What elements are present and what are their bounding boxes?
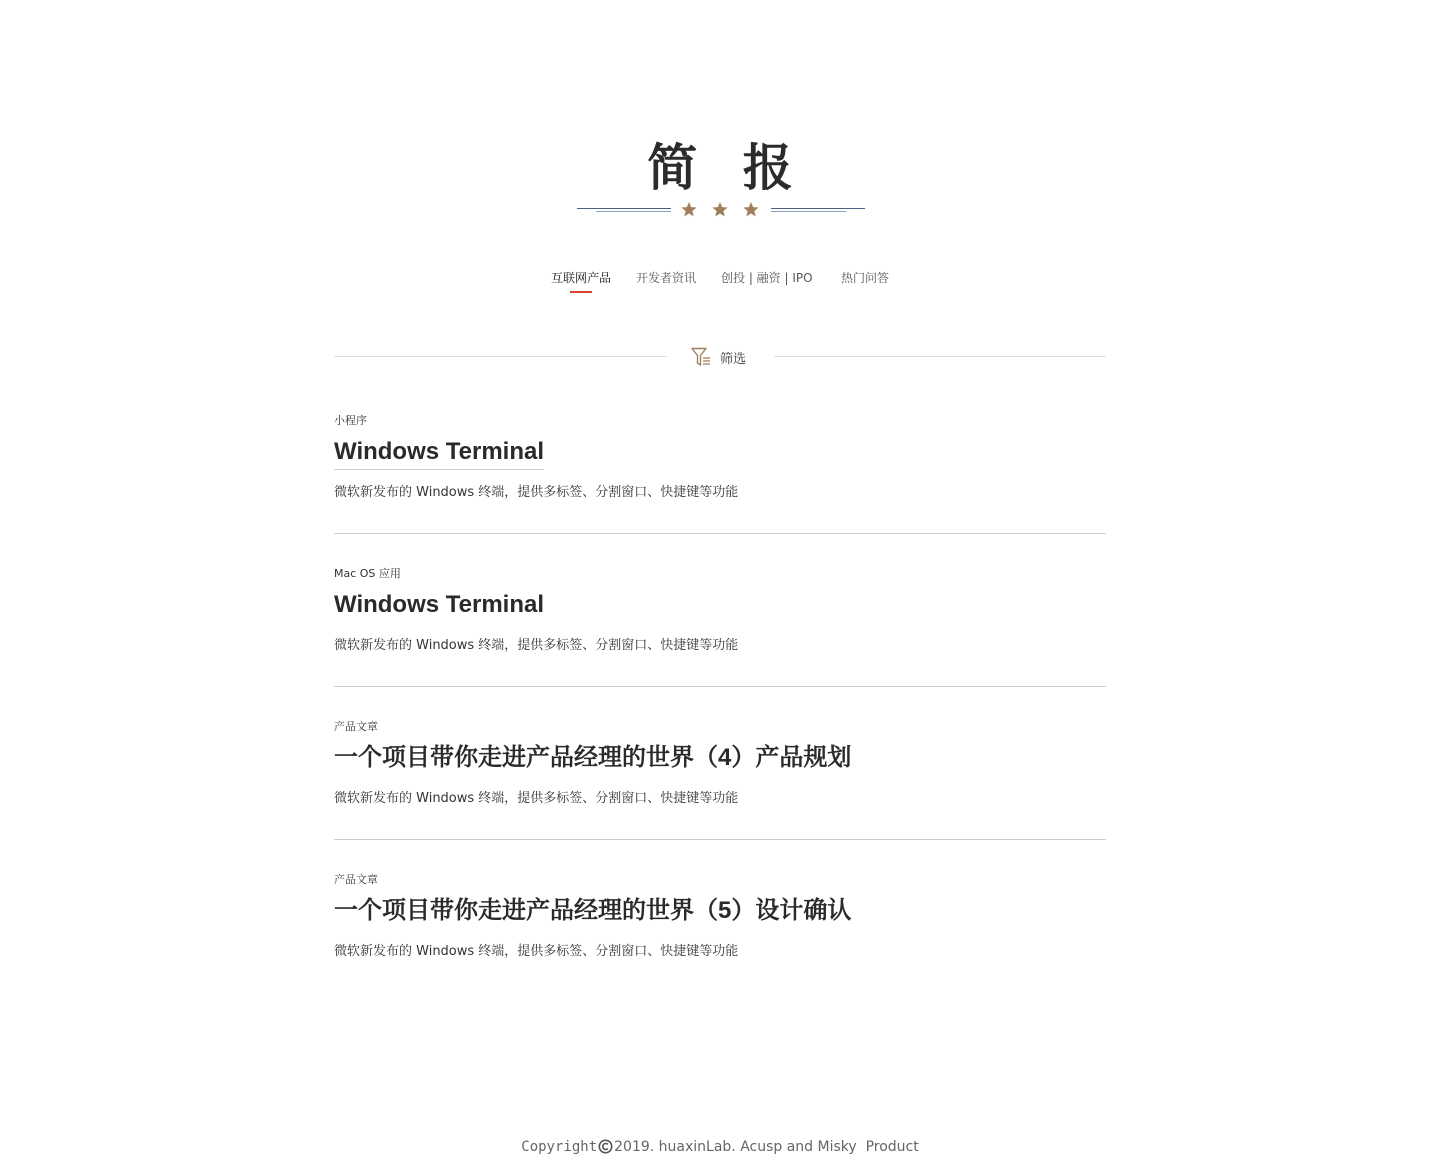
article-divider [334, 686, 1106, 687]
article-description: 微软新发布的 Windows 终端，提供多标签、分割窗口、快捷键等功能 [334, 944, 739, 959]
filter-divider-left [334, 356, 667, 357]
tab-internet-products[interactable]: 互联网产品 [551, 268, 611, 288]
article-divider [334, 533, 1106, 534]
article-category: 产品文章 [334, 720, 378, 733]
star-icon [681, 202, 696, 216]
article-description: 微软新发布的 Windows 终端，提供多标签、分割窗口、快捷键等功能 [334, 791, 739, 806]
page-title: 简 报 [647, 138, 807, 197]
article-category: 产品文章 [334, 873, 378, 886]
star-ornament [576, 198, 866, 222]
tab-developer-news[interactable]: 开发者资讯 [636, 271, 697, 285]
ornament-left-lines [577, 209, 671, 212]
article-description: 微软新发布的 Windows 终端，提供多标签、分割窗口、快捷键等功能 [334, 485, 739, 500]
star-icon [743, 202, 758, 216]
tab-popular-qa[interactable]: 热门问答 [841, 271, 890, 285]
filter-button[interactable] [690, 345, 746, 369]
ornament-right-lines [771, 209, 865, 212]
copyright-word: Copyright [521, 1139, 598, 1155]
article-description: 微软新发布的 Windows 终端，提供多标签、分割窗口、快捷键等功能 [334, 638, 739, 653]
copyright-text: 2019. huaxinLab. Acusp and Misky Product [614, 1139, 919, 1155]
copyright-icon [598, 1139, 613, 1154]
category-tabs [0, 268, 1440, 298]
article-title-link[interactable]: Windows Terminal [334, 435, 544, 470]
star-icon [712, 202, 727, 216]
footer [0, 1137, 1440, 1157]
article-category: 小程序 [334, 414, 367, 427]
article-category: Mac OS 应用 [334, 567, 401, 580]
article-divider [334, 839, 1106, 840]
filter-icon [690, 346, 712, 368]
tab-venture-funding-ipo[interactable]: 创投 | 融资 | IPO [721, 271, 813, 285]
article-title-link[interactable]: 一个项目带你走进产品经理的世界（4）产品规划 [334, 744, 852, 771]
filter-divider-right [774, 356, 1106, 357]
article-title-link[interactable]: 一个项目带你走进产品经理的世界（5）设计确认 [334, 897, 852, 924]
article-title-link[interactable]: Windows Terminal [334, 591, 545, 618]
filter-label: 筛选 [720, 351, 747, 367]
